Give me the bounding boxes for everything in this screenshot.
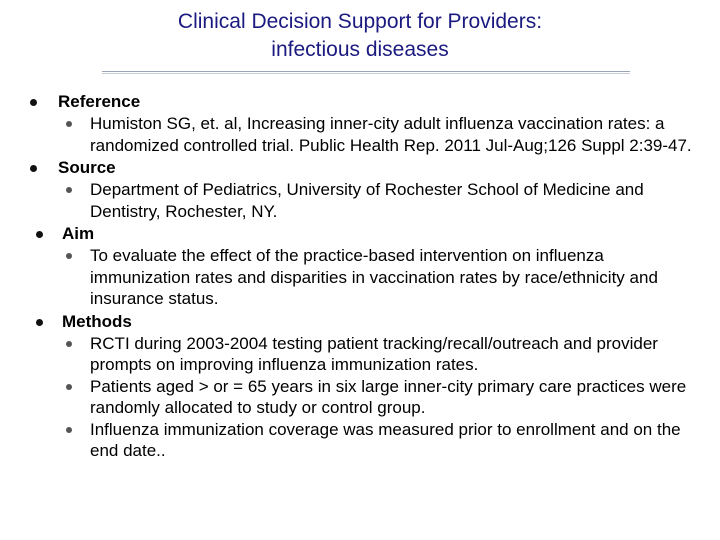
bullet-icon [66, 427, 72, 433]
bullet-icon [66, 187, 72, 193]
section-heading-reference: Reference [58, 92, 141, 111]
slide-content [0, 90, 720, 462]
section-heading-methods: Methods [62, 311, 132, 331]
list-item-methods-3 [0, 419, 720, 462]
reference-citation: Humiston SG, et. al, Increasing inner-city adult influenza vaccination rates: a randomized controlled trial. Public Health Rep. 2011 Jul-Aug;126 Suppl 2:39-47. [90, 114, 692, 155]
bullet-icon [66, 341, 72, 347]
slide-title-line-2: infectious diseases [271, 38, 449, 61]
bullet-icon [36, 231, 43, 238]
bullet-icon [66, 121, 72, 127]
methods-text-3: Influenza immunization coverage was measured prior to enrollment and on the end date.. [90, 419, 681, 460]
list-item-aim [0, 245, 720, 310]
bullet-icon [36, 319, 43, 326]
bullet-icon [66, 384, 72, 390]
section-reference [0, 90, 720, 113]
section-source [0, 156, 720, 179]
list-item-methods-2 [0, 376, 720, 419]
title-divider [102, 71, 630, 74]
section-heading-aim: Aim [62, 224, 95, 243]
aim-text: To evaluate the effect of the practice-based intervention on influenza immunization rates and disparities in vaccination rates by race/ethnicity and insurance status. [90, 246, 658, 308]
bullet-icon [66, 253, 72, 259]
source-text: Department of Pediatrics, University of Rochester School of Medicine and Dentistry, Rochester, NY. [90, 180, 644, 221]
methods-text-1: RCTI during 2003-2004 testing patient tracking/recall/outreach and provider prompts on improving influenza immunization rates. [90, 333, 658, 374]
section-aim [0, 222, 720, 245]
bullet-icon [30, 165, 37, 172]
slide-title-line-1: Clinical Decision Support for Providers: [177, 10, 543, 33]
list-item-source [0, 179, 720, 222]
list-item-methods-1 [0, 333, 720, 376]
slide-title [0, 8, 720, 64]
methods-text-2: Patients aged > or = 65 years in six large inner-city primary care practices were randomly allocated to study or control group. [90, 376, 687, 417]
section-methods [0, 310, 720, 333]
list-item-reference [0, 113, 720, 156]
bullet-icon [30, 99, 37, 106]
section-heading-source: Source [58, 158, 116, 177]
